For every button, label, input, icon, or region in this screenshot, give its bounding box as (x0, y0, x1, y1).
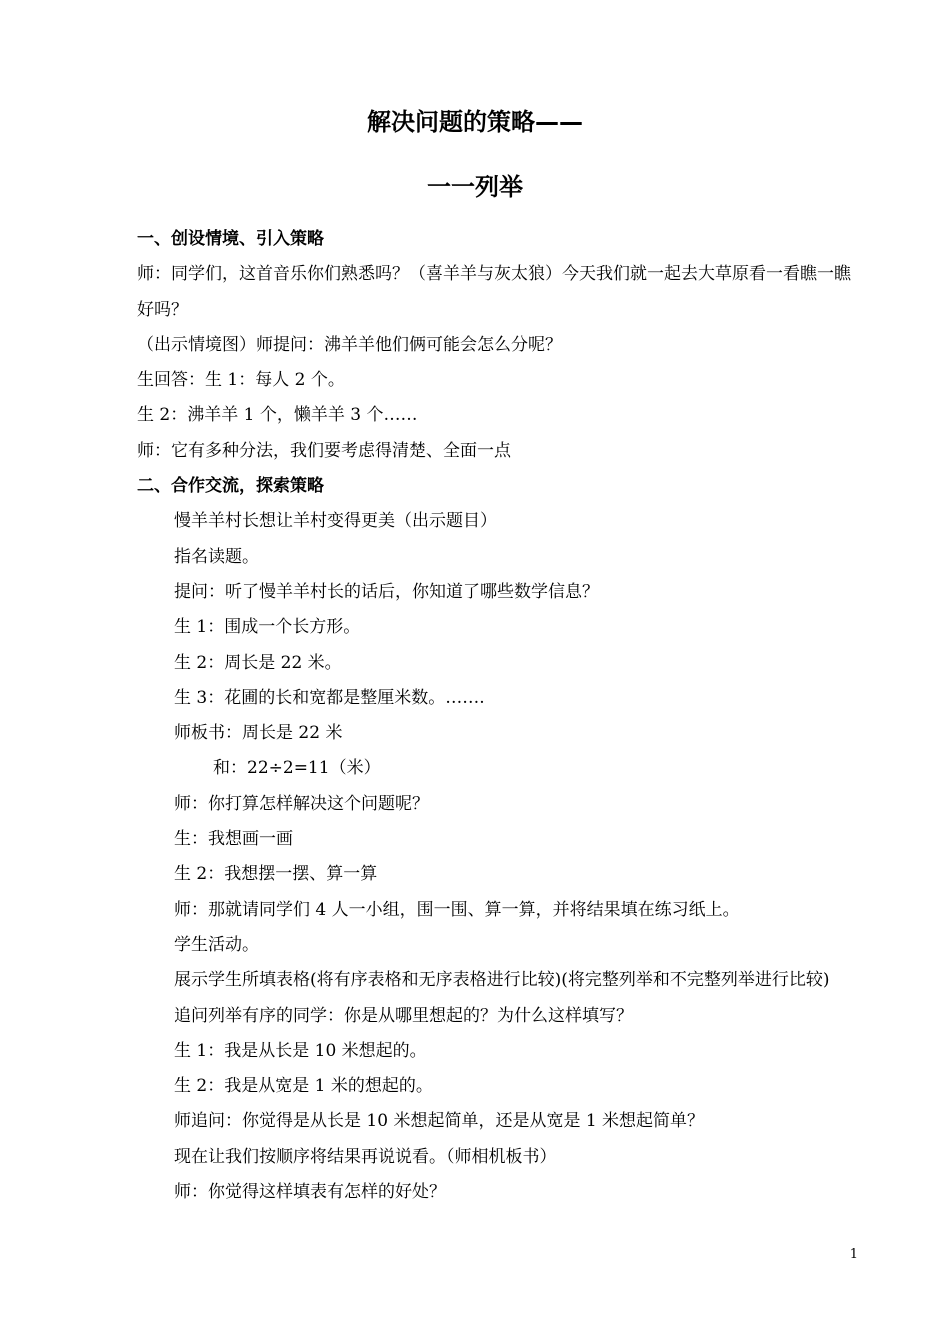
paragraph: 生 2：周长是 22 米。 (174, 652, 342, 673)
paragraph: 提问：听了慢羊羊村长的话后，你知道了哪些数学信息？ (174, 581, 599, 602)
paragraph: 生 3：花圃的长和宽都是整厘米数。……. (174, 687, 485, 708)
paragraph: 师：同学们，这首音乐你们熟悉吗？（喜羊羊与灰太狼）今天我们就一起去大草原看一看瞧一瞧好吗？ (137, 264, 851, 320)
paragraph: 生回答：生 1：每人 2 个。 (137, 370, 345, 391)
document-body (137, 222, 867, 1210)
paragraph: （出示情境图）师提问：沸羊羊他们俩可能会怎么分呢？ (137, 334, 562, 355)
paragraph: 师：你打算怎样解决这个问题呢？ (174, 793, 429, 814)
document-subtitle: 一一列举 (427, 173, 523, 201)
paragraph: 师追问：你觉得是从长是 10 米想起简单，还是从宽是 1 米想起简单？ (174, 1111, 705, 1132)
paragraph: 生：我想画一画 (174, 829, 293, 850)
paragraph: 生 1：我是从长是 10 米想起的。 (174, 1040, 427, 1061)
paragraph: 慢羊羊村长想让羊村变得更美（出示题目） (174, 511, 497, 532)
page-number: 1 (849, 1247, 858, 1262)
paragraph: 追问列举有序的同学：你是从哪里想起的？为什么这样填写？ (174, 1005, 633, 1026)
paragraph: 生 2：沸羊羊 1 个，懒羊羊 3 个…… (137, 405, 418, 426)
paragraph: 指名读题。 (174, 546, 259, 567)
paragraph: 学生活动。 (174, 934, 259, 955)
paragraph: 生 2：我是从宽是 1 米的想起的。 (174, 1076, 433, 1097)
paragraph: 展示学生所填表格(将有序表格和无序表格进行比较)(将完整列举和不完整列举进行比较) (174, 970, 830, 991)
section-heading-2: 二、合作交流，探索策略 (137, 476, 324, 497)
paragraph: 和：22÷2=11（米） (213, 758, 381, 779)
paragraph: 师板书：周长是 22 米 (174, 723, 343, 744)
paragraph: 师：那就请同学们 4 人一小组，围一围、算一算，并将结果填在练习纸上。 (174, 899, 740, 920)
paragraph: 生 2：我想摆一摆、算一算 (174, 864, 378, 885)
paragraph: 师：你觉得这样填表有怎样的好处？ (174, 1182, 446, 1203)
document-title: 解决问题的策略—— (367, 108, 583, 136)
paragraph: 现在让我们按顺序将结果再说说看。（师相机板书） (174, 1146, 557, 1167)
paragraph: 生 1：围成一个长方形。 (174, 617, 361, 638)
section-heading-1: 一、创设情境、引入策略 (137, 229, 324, 249)
paragraph: 师：它有多种分法，我们要考虑得清楚、全面一点 (137, 440, 511, 461)
